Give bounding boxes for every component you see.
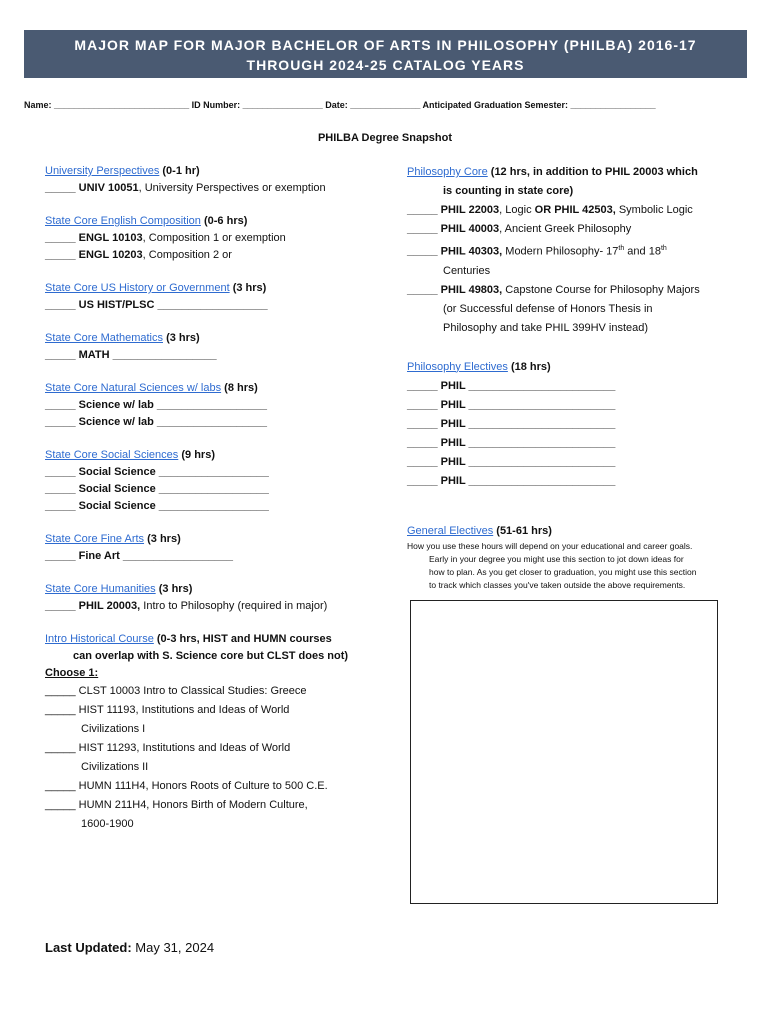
course-code-alt: OR PHIL 42503, — [534, 204, 616, 216]
link-math[interactable]: State Core Mathematics — [45, 332, 163, 344]
course-line: HUMN 211H4, Honors Birth of Modern Culture, — [78, 799, 308, 811]
link-philosophy-electives[interactable]: Philosophy Electives — [407, 360, 508, 373]
check-blank[interactable]: _____ — [45, 600, 76, 612]
hrs: (3 hrs) — [232, 282, 267, 294]
choose-label: Choose 1: — [45, 667, 99, 679]
hrs: (0-1 hr) — [162, 165, 200, 177]
link-general-electives[interactable]: General Electives — [407, 524, 494, 537]
course-code: PHIL 20003, — [78, 600, 141, 612]
link-english[interactable]: State Core English Composition — [45, 215, 201, 227]
general-note: to track which classes you've taken outside the above requirements. — [429, 579, 686, 590]
course-desc: , Logic — [499, 204, 535, 216]
course-line-cont: Civilizations I — [81, 723, 146, 735]
link-university-perspectives[interactable]: University Perspectives — [45, 165, 160, 177]
course-line: CLST 10003 Intro to Classical Studies: Greece — [78, 685, 307, 697]
link-social-sciences[interactable]: State Core Social Sciences — [45, 449, 179, 461]
course-line: HUMN 111H4, Honors Roots of Culture to 500 C.E. — [78, 780, 328, 792]
course-code: ENGL 10203 — [78, 249, 143, 261]
section-fine-arts — [45, 531, 385, 565]
section-english — [45, 213, 385, 264]
course-line: HIST 11293, Institutions and Ideas of World — [78, 742, 291, 754]
snapshot-title: PHILBA Degree Snapshot — [317, 132, 453, 144]
fill-line[interactable]: _____ Fine Art __________________ — [45, 550, 233, 562]
check-blank[interactable]: _____ — [407, 204, 438, 216]
course-line-cont: Philosophy and take PHIL 399HV instead) — [443, 321, 649, 334]
course-desc: Modern Philosophy- 17 — [502, 245, 619, 258]
course-line: HIST 11193, Institutions and Ideas of World — [78, 704, 290, 716]
check-blank[interactable]: _____ — [45, 780, 76, 792]
right-column — [407, 163, 737, 608]
fill-line[interactable]: _____ PHIL ________________________ — [407, 455, 616, 468]
hrs: (0-3 hrs, HIST and HUMN courses — [156, 633, 332, 645]
section-university-perspectives — [45, 163, 385, 197]
fill-line[interactable]: _____ Science w/ lab __________________ — [45, 416, 268, 428]
fill-line[interactable]: _____ PHIL ________________________ — [407, 379, 616, 392]
check-blank[interactable]: _____ — [45, 249, 76, 261]
hrs: (3 hrs) — [166, 332, 200, 344]
general-note: How you use these hours will depend on your educational and career goals. — [407, 540, 693, 551]
title-banner — [24, 30, 747, 78]
general-note: how to plan. As you get closer to graduation, you might use this section — [429, 566, 697, 577]
fill-line[interactable]: _____ PHIL ________________________ — [407, 398, 616, 411]
course-desc: , Ancient Greek Philosophy — [499, 223, 632, 235]
fill-line[interactable]: _____ Social Science __________________ — [45, 466, 269, 478]
course-code: PHIL 40003 — [440, 223, 500, 235]
check-blank[interactable]: _____ — [45, 182, 76, 194]
general-electives-notes-box[interactable] — [410, 600, 718, 904]
course-desc: Intro to Philosophy (required in major) — [140, 600, 328, 612]
section-history — [45, 280, 385, 314]
fill-line[interactable]: _____ MATH _________________ — [45, 349, 217, 361]
course-desc: Capstone Course for Philosophy Majors — [502, 283, 700, 296]
section-general-electives — [407, 523, 737, 592]
title-line-2: THROUGH 2024-25 CATALOG YEARS — [246, 57, 525, 73]
section-social-sciences — [45, 447, 385, 515]
course-line-cont: Civilizations II — [81, 761, 149, 773]
check-blank[interactable]: _____ — [407, 223, 438, 235]
course-code: PHIL 40303, — [440, 245, 503, 258]
check-blank[interactable]: _____ — [45, 799, 76, 811]
check-blank[interactable]: _____ — [407, 283, 438, 296]
link-natural-sciences[interactable]: State Core Natural Sciences w/ labs — [45, 382, 222, 394]
fill-line[interactable]: _____ Social Science __________________ — [45, 500, 269, 512]
course-code: PHIL 49803, — [440, 283, 503, 296]
student-info-line[interactable]: Name: ___________________________ ID Number: ________________ Date: ______________ Anticipated Graduation Semester: _________________ — [24, 100, 656, 110]
section-philosophy-electives — [407, 358, 737, 491]
course-code: ENGL 10103 — [78, 232, 143, 244]
fill-line[interactable]: _____ PHIL ________________________ — [407, 417, 616, 430]
course-code: UNIV 10051 — [78, 182, 139, 194]
general-note: Early in your degree you might use this section to jot down ideas for — [429, 553, 684, 564]
course-desc: , University Perspectives or exemption — [138, 182, 326, 194]
link-fine-arts[interactable]: State Core Fine Arts — [45, 533, 145, 545]
course-line-cont: (or Successful defense of Honors Thesis in — [443, 302, 653, 315]
fill-line[interactable]: _____ US HIST/PLSC __________________ — [45, 299, 268, 311]
link-intro-historical[interactable]: Intro Historical Course — [45, 633, 154, 645]
hrs: (3 hrs) — [158, 583, 193, 595]
left-column — [45, 163, 385, 850]
course-line-cont: Centuries — [443, 264, 491, 277]
superscript: th — [660, 245, 667, 252]
link-humanities[interactable]: State Core Humanities — [45, 583, 156, 595]
section-intro-historical — [45, 631, 385, 834]
hrs: (12 hrs, in addition to PHIL 20003 which — [490, 166, 698, 178]
fill-line[interactable]: _____ PHIL ________________________ — [407, 436, 616, 449]
course-code: PHIL 22003 — [440, 204, 500, 216]
hrs-note: is counting in state core) — [443, 185, 574, 197]
hrs: (51-61 hrs) — [496, 524, 552, 537]
check-blank[interactable]: _____ — [407, 245, 438, 258]
title-line-1: MAJOR MAP FOR MAJOR BACHELOR OF ARTS IN PHILOSOPHY (PHILBA) 2016-17 — [74, 37, 697, 53]
last-updated — [45, 940, 214, 955]
course-desc: , Composition 1 or exemption — [142, 232, 286, 244]
check-blank[interactable]: _____ — [45, 742, 76, 754]
course-line-cont: 1600-1900 — [81, 818, 134, 830]
link-philosophy-core[interactable]: Philosophy Core — [407, 166, 488, 178]
check-blank[interactable]: _____ — [45, 685, 76, 697]
section-natural-sciences — [45, 380, 385, 431]
last-updated-label: Last Updated: — [45, 940, 132, 955]
course-desc: , Composition 2 or — [142, 249, 232, 261]
section-philosophy-core — [407, 163, 737, 338]
fill-line[interactable]: _____ Social Science __________________ — [45, 483, 269, 495]
link-history[interactable]: State Core US History or Government — [45, 282, 230, 294]
hrs: (18 hrs) — [510, 360, 551, 373]
fill-line[interactable]: _____ Science w/ lab __________________ — [45, 399, 268, 411]
hrs-note: can overlap with S. Science core but CLST does not) — [73, 650, 349, 662]
fill-line[interactable]: _____ PHIL ________________________ — [407, 474, 616, 487]
check-blank[interactable]: _____ — [45, 232, 76, 244]
hrs: (3 hrs) — [147, 533, 181, 545]
superscript: th — [618, 245, 625, 252]
hrs: (8 hrs) — [224, 382, 258, 394]
section-humanities — [45, 581, 385, 615]
course-desc: Symbolic Logic — [615, 204, 693, 216]
course-desc: and 18 — [624, 245, 661, 258]
last-updated-date: May 31, 2024 — [131, 940, 215, 955]
section-math — [45, 330, 385, 364]
hrs: (0-6 hrs) — [203, 215, 248, 227]
hrs: (9 hrs) — [181, 449, 215, 461]
check-blank[interactable]: _____ — [45, 704, 76, 716]
